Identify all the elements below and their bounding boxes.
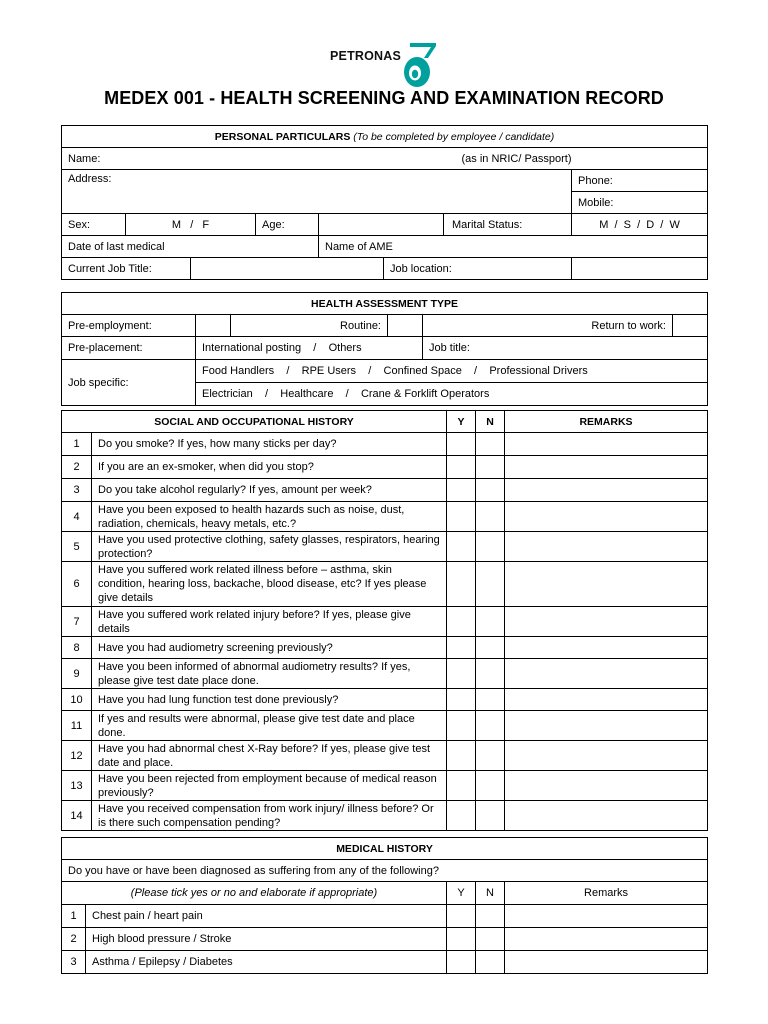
routine-label: Routine: xyxy=(231,315,388,337)
question-number: 8 xyxy=(62,637,92,659)
question-text: Have you used protective clothing, safety glasses, respirators, hearing protection? xyxy=(92,532,447,562)
question-text: Have you suffered work related injury before? If yes, please give details xyxy=(92,607,447,637)
marital-status-label: Marital Status: xyxy=(444,214,572,236)
personal-particulars-note: (To be completed by employee / candidate) xyxy=(353,130,555,143)
placement-job-title[interactable] xyxy=(423,337,708,360)
yes-checkbox[interactable] xyxy=(447,771,476,801)
pre-employment-checkbox[interactable] xyxy=(196,315,231,337)
item-text: Asthma / Epilepsy / Diabetes xyxy=(86,951,447,974)
item-text: Chest pain / heart pain xyxy=(86,905,447,928)
no-checkbox[interactable] xyxy=(476,433,505,456)
social-question-row xyxy=(62,659,708,689)
marital-status-options[interactable]: M / S / D / W xyxy=(572,214,708,236)
question-text: If you are an ex-smoker, when did you stop? xyxy=(92,456,447,479)
no-checkbox[interactable] xyxy=(476,951,505,974)
ame-name-label: Name of AME xyxy=(325,240,393,253)
medical-history-table xyxy=(61,837,708,974)
health-assessment-table xyxy=(61,292,708,406)
yes-checkbox[interactable] xyxy=(447,905,476,928)
personal-particulars-header xyxy=(62,126,708,148)
mobile-field[interactable] xyxy=(572,192,708,214)
social-question-row xyxy=(62,479,708,502)
sex-options[interactable]: M / F xyxy=(126,214,256,236)
yes-checkbox[interactable] xyxy=(447,456,476,479)
no-checkbox[interactable] xyxy=(476,689,505,711)
social-n-header: N xyxy=(476,411,505,433)
remarks-field[interactable] xyxy=(505,659,708,689)
social-question-row xyxy=(62,637,708,659)
yes-checkbox[interactable] xyxy=(447,433,476,456)
social-question-row xyxy=(62,562,708,607)
question-number: 12 xyxy=(62,741,92,771)
medical-item-row xyxy=(62,928,708,951)
medical-y-header: Y xyxy=(447,882,476,905)
name-label: Name: xyxy=(68,152,101,165)
job-specific-options-line1[interactable]: Food Handlers / RPE Users / Confined Space / Professional Drivers xyxy=(196,360,708,383)
no-checkbox[interactable] xyxy=(476,928,505,951)
question-text: Have you had abnormal chest X-Ray before? If yes, please give test date and place. xyxy=(92,741,447,771)
job-specific-label: Job specific: xyxy=(62,360,196,406)
medical-history-instruction: (Please tick yes or no and elaborate if appropriate) xyxy=(62,882,447,905)
yes-checkbox[interactable] xyxy=(447,951,476,974)
remarks-field[interactable] xyxy=(505,771,708,801)
social-question-row xyxy=(62,607,708,637)
question-number: 6 xyxy=(62,562,92,607)
yes-checkbox[interactable] xyxy=(447,607,476,637)
return-to-work-label: Return to work: xyxy=(423,315,673,337)
name-field[interactable] xyxy=(62,148,444,170)
job-title-label: Current Job Title: xyxy=(62,258,191,280)
social-question-row xyxy=(62,433,708,456)
no-checkbox[interactable] xyxy=(476,532,505,562)
no-checkbox[interactable] xyxy=(476,905,505,928)
question-text: Do you smoke? If yes, how many sticks per day? xyxy=(92,433,447,456)
item-number: 3 xyxy=(62,951,86,974)
pre-placement-label: Pre-placement: xyxy=(62,337,196,360)
nric-note: (as in NRIC/ Passport) xyxy=(444,148,708,170)
social-question-row xyxy=(62,801,708,831)
yes-checkbox[interactable] xyxy=(447,928,476,951)
no-checkbox[interactable] xyxy=(476,637,505,659)
yes-checkbox[interactable] xyxy=(447,532,476,562)
remarks-field[interactable] xyxy=(505,532,708,562)
question-text: Have you suffered work related illness before – asthma, skin condition, hearing loss, backache, blood disease, etc? If yes please give details xyxy=(92,562,447,607)
placement-job-title-label: Job title: xyxy=(429,342,470,354)
social-question-row xyxy=(62,456,708,479)
question-text: Have you had lung function test done previously? xyxy=(92,689,447,711)
yes-checkbox[interactable] xyxy=(447,659,476,689)
question-text: Have you received compensation from work injury/ illness before? Or is there such compensation pending? xyxy=(92,801,447,831)
yes-checkbox[interactable] xyxy=(447,741,476,771)
no-checkbox[interactable] xyxy=(476,479,505,502)
job-specific-options-line2[interactable]: Electrician / Healthcare / Crane & Forklift Operators xyxy=(196,383,708,406)
question-number: 1 xyxy=(62,433,92,456)
medical-items xyxy=(62,905,708,974)
remarks-field[interactable] xyxy=(505,905,708,928)
medical-history-header: MEDICAL HISTORY xyxy=(62,838,708,860)
no-checkbox[interactable] xyxy=(476,711,505,741)
no-checkbox[interactable] xyxy=(476,801,505,831)
remarks-field[interactable] xyxy=(505,689,708,711)
last-medical-label: Date of last medical xyxy=(68,240,165,253)
phone-label: Phone: xyxy=(578,174,613,187)
medical-item-row xyxy=(62,905,708,928)
social-question-row xyxy=(62,711,708,741)
no-checkbox[interactable] xyxy=(476,659,505,689)
remarks-field[interactable] xyxy=(505,502,708,532)
question-number: 10 xyxy=(62,689,92,711)
remarks-field[interactable] xyxy=(505,741,708,771)
address-label: Address: xyxy=(68,173,112,185)
yes-checkbox[interactable] xyxy=(447,711,476,741)
personal-particulars-title: PERSONAL PARTICULARS xyxy=(214,130,351,143)
question-text: Do you take alcohol regularly? If yes, amount per week? xyxy=(92,479,447,502)
question-number: 9 xyxy=(62,659,92,689)
social-questions xyxy=(62,433,708,831)
no-checkbox[interactable] xyxy=(476,771,505,801)
no-checkbox[interactable] xyxy=(476,502,505,532)
address-field[interactable] xyxy=(62,170,572,214)
mobile-label: Mobile: xyxy=(578,196,614,209)
remarks-field[interactable] xyxy=(505,711,708,741)
question-number: 3 xyxy=(62,479,92,502)
ame-name-field[interactable] xyxy=(319,236,708,258)
social-question-row xyxy=(62,502,708,532)
remarks-field[interactable] xyxy=(505,562,708,607)
petronas-mark-icon xyxy=(400,40,440,90)
question-text: Have you been exposed to health hazards such as noise, dust, radiation, chemicals, heavy metals, etc.? xyxy=(92,502,447,532)
petronas-logo xyxy=(330,40,442,90)
social-remarks-header: REMARKS xyxy=(505,411,708,433)
remarks-field[interactable] xyxy=(505,637,708,659)
item-number: 1 xyxy=(62,905,86,928)
question-number: 11 xyxy=(62,711,92,741)
social-history-header: SOCIAL AND OCCUPATIONAL HISTORY xyxy=(62,411,447,433)
document-title: MEDEX 001 - HEALTH SCREENING AND EXAMINATION RECORD xyxy=(104,88,664,108)
job-title-field[interactable] xyxy=(191,258,384,280)
last-medical-field[interactable] xyxy=(62,236,319,258)
phone-field[interactable] xyxy=(572,170,708,192)
question-text: Have you had audiometry screening previously? xyxy=(92,637,447,659)
sex-label: Sex: xyxy=(62,214,126,236)
return-to-work-checkbox[interactable] xyxy=(673,315,708,337)
no-checkbox[interactable] xyxy=(476,741,505,771)
remarks-field[interactable] xyxy=(505,456,708,479)
pre-employment-label: Pre-employment: xyxy=(62,315,196,337)
item-text: High blood pressure / Stroke xyxy=(86,928,447,951)
question-number: 14 xyxy=(62,801,92,831)
yes-checkbox[interactable] xyxy=(447,479,476,502)
placement-options[interactable]: International posting / Others xyxy=(196,337,423,360)
no-checkbox[interactable] xyxy=(476,562,505,607)
question-text: Have you been informed of abnormal audiometry results? If yes, please give test date place done. xyxy=(92,659,447,689)
yes-checkbox[interactable] xyxy=(447,562,476,607)
medical-item-row xyxy=(62,951,708,974)
social-question-row xyxy=(62,771,708,801)
social-question-row xyxy=(62,532,708,562)
yes-checkbox[interactable] xyxy=(447,502,476,532)
age-label: Age: xyxy=(256,214,319,236)
remarks-field[interactable] xyxy=(505,479,708,502)
social-occupational-history-table xyxy=(61,410,708,831)
medical-n-header: N xyxy=(476,882,505,905)
item-number: 2 xyxy=(62,928,86,951)
personal-particulars-table xyxy=(61,125,708,280)
question-number: 2 xyxy=(62,456,92,479)
question-number: 7 xyxy=(62,607,92,637)
remarks-field[interactable] xyxy=(505,801,708,831)
job-location-field[interactable] xyxy=(572,258,708,280)
no-checkbox[interactable] xyxy=(476,456,505,479)
social-question-row xyxy=(62,741,708,771)
social-question-row xyxy=(62,689,708,711)
yes-checkbox[interactable] xyxy=(447,637,476,659)
question-number: 13 xyxy=(62,771,92,801)
remarks-field[interactable] xyxy=(505,607,708,637)
no-checkbox[interactable] xyxy=(476,607,505,637)
medical-remarks-header: Remarks xyxy=(505,882,708,905)
brand-name: PETRONAS xyxy=(330,49,402,63)
question-number: 4 xyxy=(62,502,92,532)
question-number: 5 xyxy=(62,532,92,562)
social-y-header: Y xyxy=(447,411,476,433)
question-text: Have you been rejected from employment because of medical reason previously? xyxy=(92,771,447,801)
yes-checkbox[interactable] xyxy=(447,689,476,711)
age-field[interactable] xyxy=(319,214,444,236)
job-location-label: Job location: xyxy=(384,258,572,280)
remarks-field[interactable] xyxy=(505,928,708,951)
question-text: If yes and results were abnormal, please give test date and place done. xyxy=(92,711,447,741)
health-assessment-header: HEALTH ASSESSMENT TYPE xyxy=(62,293,708,315)
remarks-field[interactable] xyxy=(505,433,708,456)
remarks-field[interactable] xyxy=(505,951,708,974)
routine-checkbox[interactable] xyxy=(388,315,423,337)
yes-checkbox[interactable] xyxy=(447,801,476,831)
medical-history-question: Do you have or have been diagnosed as suffering from any of the following? xyxy=(62,860,708,882)
